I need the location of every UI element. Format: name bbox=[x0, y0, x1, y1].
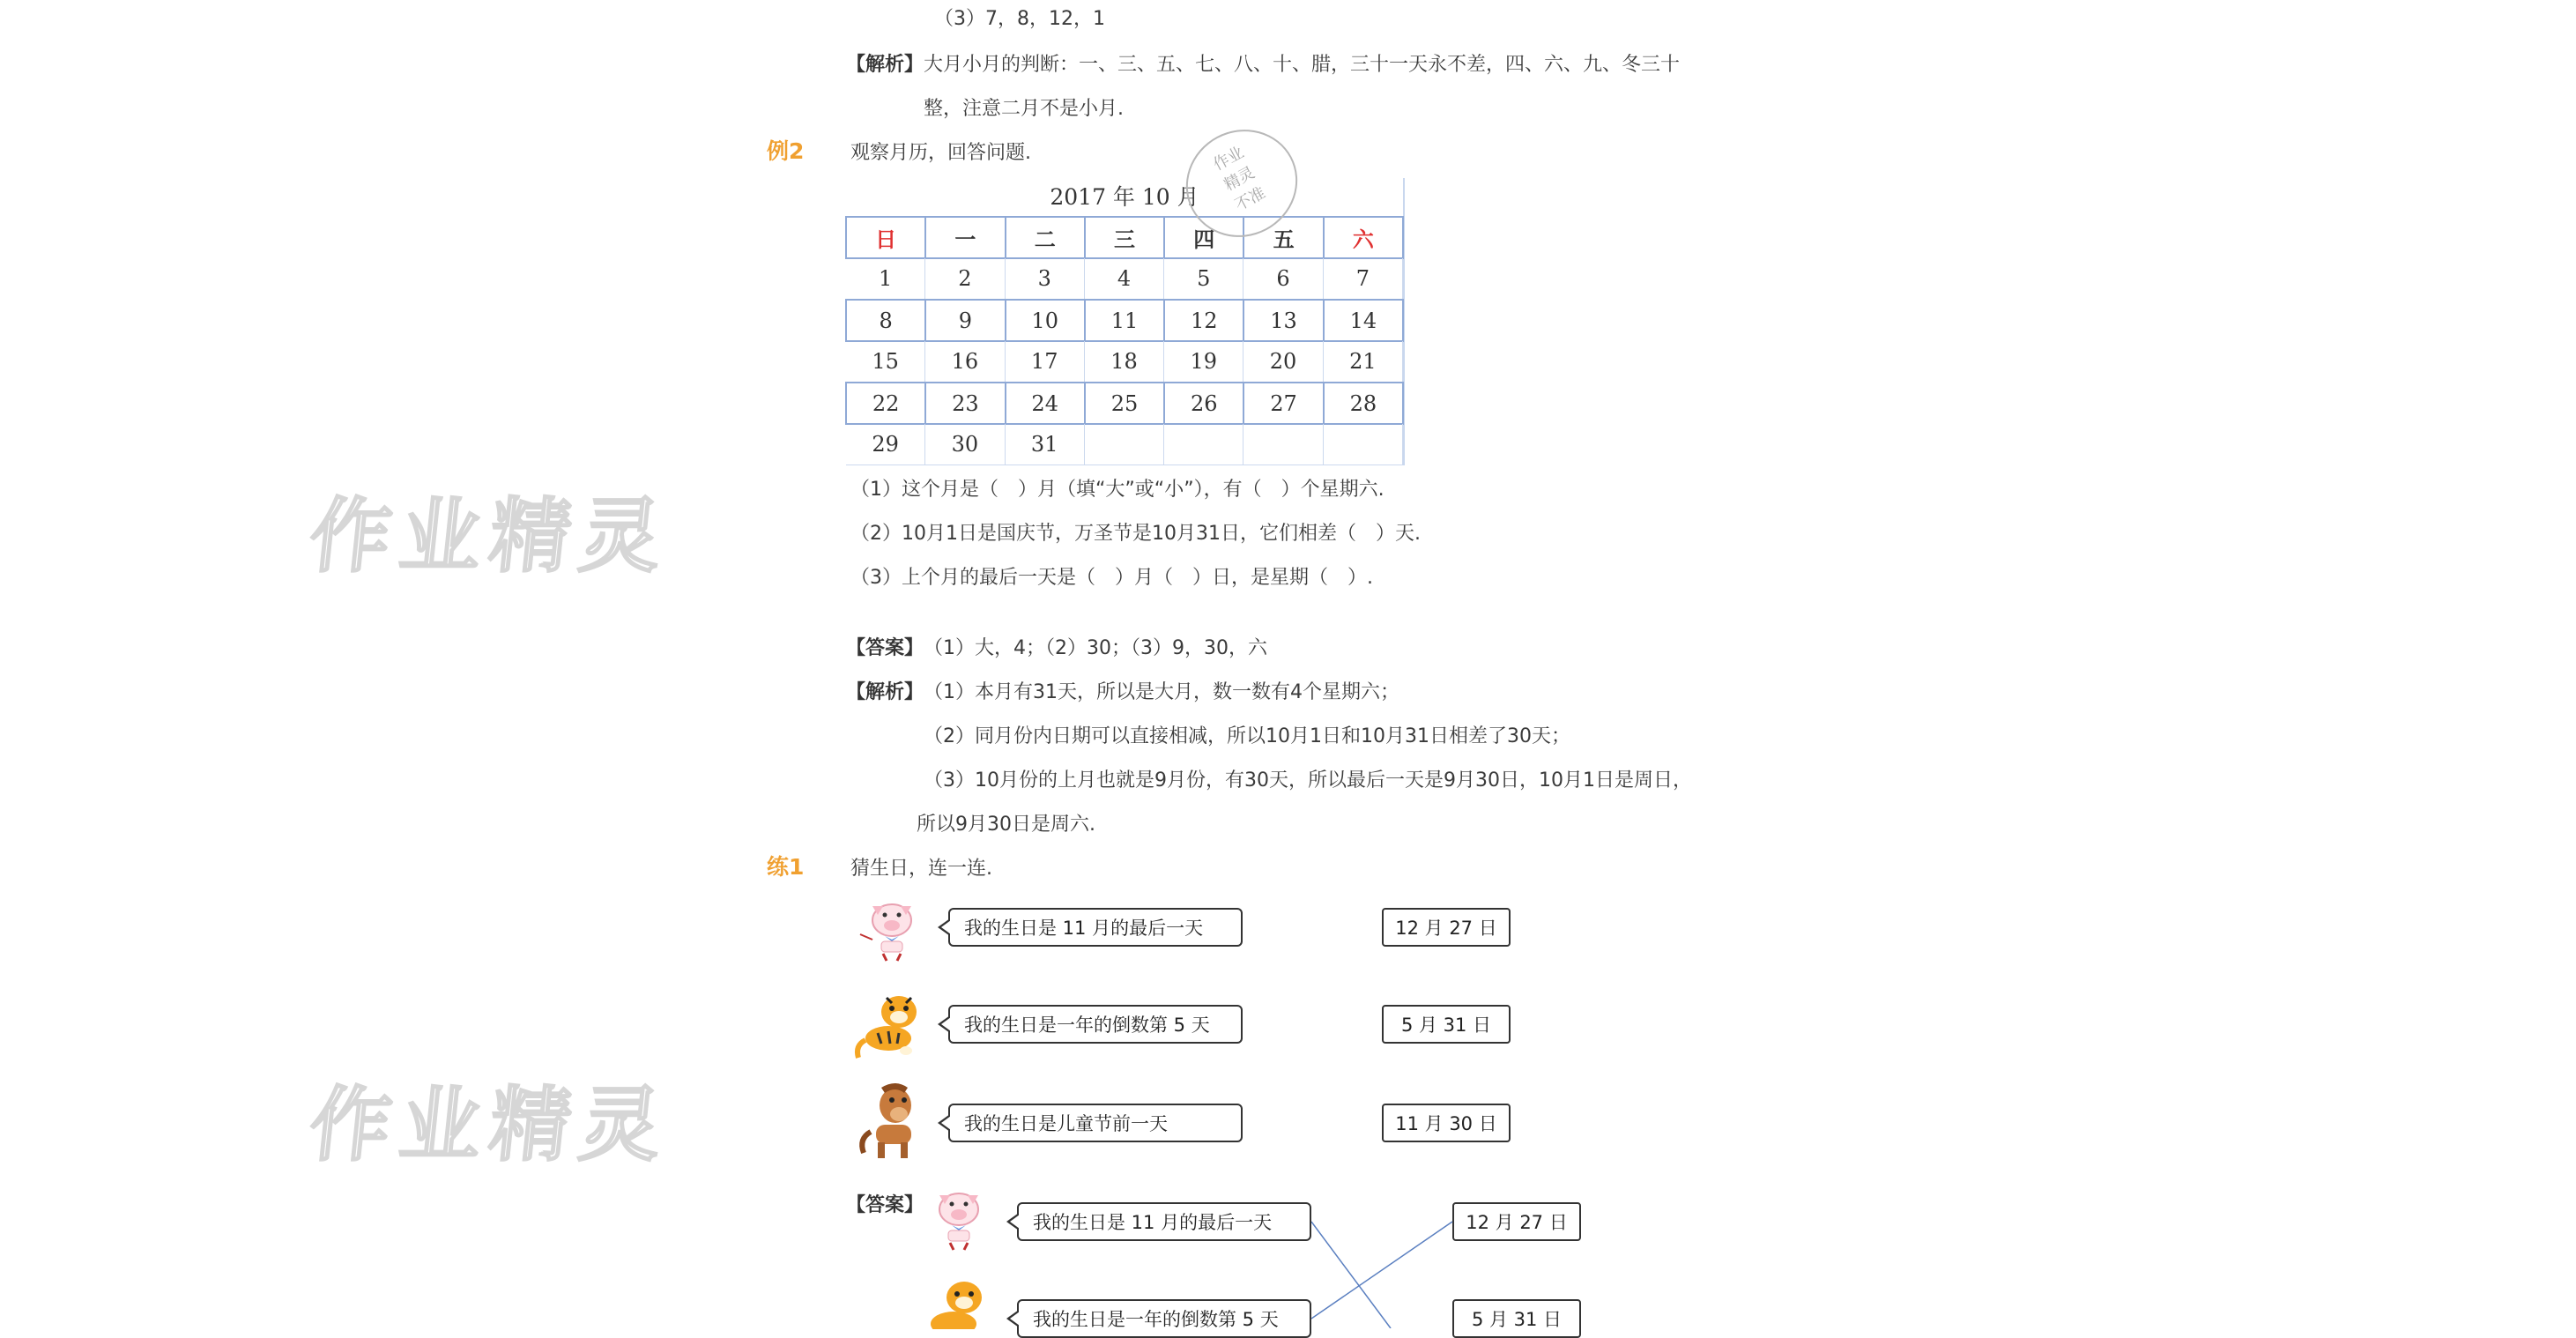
calendar bbox=[846, 178, 1405, 465]
calendar-day: 1 bbox=[846, 258, 925, 300]
connector-line bbox=[1311, 1222, 1452, 1319]
pig-icon bbox=[857, 896, 927, 963]
analysis-label: 【解析】 bbox=[846, 54, 924, 76]
weekday-mon: 一 bbox=[924, 216, 1006, 259]
calendar-day: 31 bbox=[1006, 424, 1085, 465]
date-box-1[interactable]: 12 月 27 日 bbox=[1382, 908, 1511, 947]
tiger-icon bbox=[851, 991, 932, 1063]
calendar-day: 3 bbox=[1006, 258, 1085, 300]
pig-icon bbox=[924, 1185, 994, 1252]
weekday-fri: 五 bbox=[1243, 216, 1324, 259]
previous-answer: （3）7，8，12，1 bbox=[934, 8, 1105, 30]
calendar-day: 18 bbox=[1085, 341, 1164, 383]
analysis2-line-1: （1）本月有31天，所以是大月，数一数有4个星期六； bbox=[924, 681, 1399, 703]
date-box-3[interactable]: 11 月 30 日 bbox=[1382, 1104, 1511, 1142]
speech-bubble-1: 我的生日是 11 月的最后一天 bbox=[948, 908, 1243, 947]
calendar-day: 29 bbox=[846, 424, 925, 465]
speech-bubble-2: 我的生日是一年的倒数第 5 天 bbox=[948, 1005, 1243, 1044]
calendar-day: 25 bbox=[1084, 382, 1165, 425]
answer-label: 【答案】 bbox=[846, 637, 924, 659]
weekday-tue: 二 bbox=[1005, 216, 1086, 259]
example-prompt: 观察月历，回答问题. bbox=[850, 142, 1031, 164]
weekday-sun: 日 bbox=[845, 216, 926, 259]
calendar-day: 7 bbox=[1324, 258, 1403, 300]
question-1: （1）这个月是（ ）月（填“大”或“小”），有（ ）个星期六. bbox=[850, 479, 1385, 501]
speech-bubble-3: 我的生日是儿童节前一天 bbox=[948, 1104, 1243, 1142]
calendar-day: 13 bbox=[1243, 299, 1324, 342]
answer2-label: 【答案】 bbox=[846, 1194, 924, 1216]
calendar-day: 20 bbox=[1243, 341, 1323, 383]
calendar-day: 12 bbox=[1163, 299, 1244, 342]
example-label: 例2 bbox=[767, 138, 805, 164]
practice-prompt: 猜生日，连一连. bbox=[850, 858, 992, 880]
calendar-day: 5 bbox=[1164, 258, 1243, 300]
answer-text: （1）大，4；（2）30；（3）9，30，六 bbox=[924, 637, 1267, 659]
calendar-day bbox=[1243, 424, 1323, 465]
question-2: （2）10月1日是国庆节，万圣节是10月31日，它们相差（ ）天. bbox=[850, 523, 1421, 545]
calendar-day: 10 bbox=[1005, 299, 1086, 342]
answer-connecting-lines bbox=[1311, 1216, 1461, 1328]
calendar-day: 21 bbox=[1324, 341, 1403, 383]
analysis2-line-3: （3）10月份的上月也就是9月份，有30天，所以最后一天是9月30日，10月1日是周日， bbox=[924, 769, 1692, 792]
calendar-day: 4 bbox=[1085, 258, 1164, 300]
weekday-sat: 六 bbox=[1323, 216, 1404, 259]
tiger-icon bbox=[917, 1276, 998, 1329]
calendar-title: 2017 年 10 月 bbox=[1050, 184, 1199, 210]
analysis2-line-2: （2）同月份内日期可以直接相减，所以10月1日和10月31日相差了30天； bbox=[924, 725, 1570, 747]
calendar-day: 17 bbox=[1006, 341, 1085, 383]
calendar-day bbox=[1164, 424, 1243, 465]
watermark: 作业精灵 bbox=[305, 1077, 675, 1172]
calendar-day: 26 bbox=[1163, 382, 1244, 425]
calendar-day: 6 bbox=[1243, 258, 1323, 300]
answer-speech-bubble-2: 我的生日是一年的倒数第 5 天 bbox=[1017, 1299, 1311, 1338]
calendar-day: 11 bbox=[1084, 299, 1165, 342]
analysis2-label: 【解析】 bbox=[846, 681, 924, 703]
calendar-day: 2 bbox=[925, 258, 1005, 300]
weekday-thu: 四 bbox=[1163, 216, 1244, 259]
answer-speech-bubble-1: 我的生日是 11 月的最后一天 bbox=[1017, 1202, 1311, 1241]
date-box-2[interactable]: 5 月 31 日 bbox=[1382, 1005, 1511, 1044]
practice-label: 练1 bbox=[767, 854, 805, 880]
calendar-day: 30 bbox=[925, 424, 1005, 465]
horse-icon bbox=[855, 1081, 931, 1162]
answer-date-box-2: 5 月 31 日 bbox=[1452, 1299, 1581, 1338]
analysis2-line-4: 所以9月30日是周六. bbox=[917, 814, 1095, 836]
calendar-grid bbox=[846, 217, 1403, 465]
answer-date-box-1: 12 月 27 日 bbox=[1452, 1202, 1581, 1241]
calendar-day bbox=[1085, 424, 1164, 465]
calendar-day: 19 bbox=[1164, 341, 1243, 383]
calendar-day: 27 bbox=[1243, 382, 1324, 425]
calendar-day: 8 bbox=[845, 299, 926, 342]
calendar-day: 15 bbox=[846, 341, 925, 383]
calendar-day: 23 bbox=[924, 382, 1006, 425]
connector-line bbox=[1311, 1222, 1391, 1328]
stamp-seal: 作业 精灵 不准 bbox=[1167, 110, 1316, 256]
calendar-day: 16 bbox=[925, 341, 1005, 383]
weekday-wed: 三 bbox=[1084, 216, 1165, 259]
calendar-day: 24 bbox=[1005, 382, 1086, 425]
analysis-line-2: 整，注意二月不是小月. bbox=[924, 98, 1124, 120]
watermark: 作业精灵 bbox=[305, 488, 675, 584]
question-3: （3）上个月的最后一天是（ ）月（ ）日，是星期（ ）. bbox=[850, 567, 1373, 589]
analysis-line-1: 大月小月的判断：一、三、五、七、八、十、腊，三十一天永不差，四、六、九、冬三十 bbox=[924, 54, 1681, 76]
calendar-day: 28 bbox=[1323, 382, 1404, 425]
calendar-day bbox=[1324, 424, 1403, 465]
calendar-day: 14 bbox=[1323, 299, 1404, 342]
calendar-day: 9 bbox=[924, 299, 1006, 342]
calendar-day: 22 bbox=[845, 382, 926, 425]
